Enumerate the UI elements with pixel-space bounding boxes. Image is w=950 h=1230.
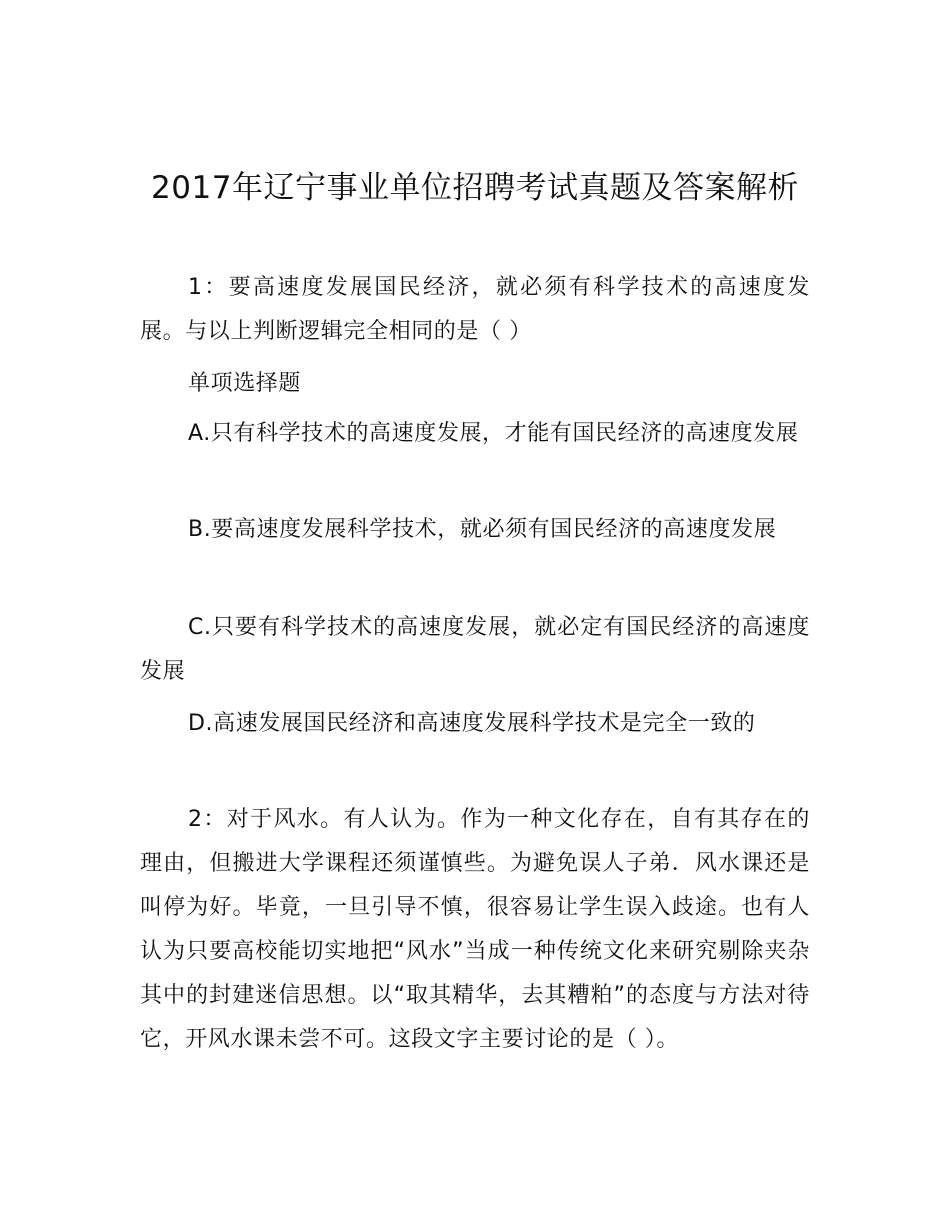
question-1-option-a: A.只有科学技术的高速度发展，才能有国民经济的高速度发展 [188,421,799,446]
question-2-stem: 2：对于风水。有人认为。作为一种文化存在，自有其存在的理由，但搬进大学课程还须谨慎些。为避免误人子弟．风水课还是叫停为好。毕竟，一旦引导不慎，很容易让学生误入歧途。也有人认为只要高校能切实地把“风水”当成一种传统文化来研究剔除夹杂其中的封建迷信思想。以“取其精华，去其糟粕”的态度与方法对待它，开风水课未尝不可。这段文字主要讨论的是（ ）。 [140,807,810,1052]
question-1-option-d: D.高速发展国民经济和高速度发展科学技术是完全一致的 [188,711,756,736]
question-1-option-c: C.只要有科学技术的高速度发展，就必定有国民经济的高速度发展 [140,615,810,684]
document-title: 2017年辽宁事业单位招聘考试真题及答案解析 [151,170,799,206]
question-1-type: 单项选择题 [188,371,302,396]
question-1-stem: 1：要高速度发展国民经济，就必须有科学技术的高速度发展。与以上判断逻辑完全相同的是（ ） [140,275,810,344]
question-1-option-b: B.要高速度发展科学技术，就必须有国民经济的高速度发展 [188,517,777,542]
